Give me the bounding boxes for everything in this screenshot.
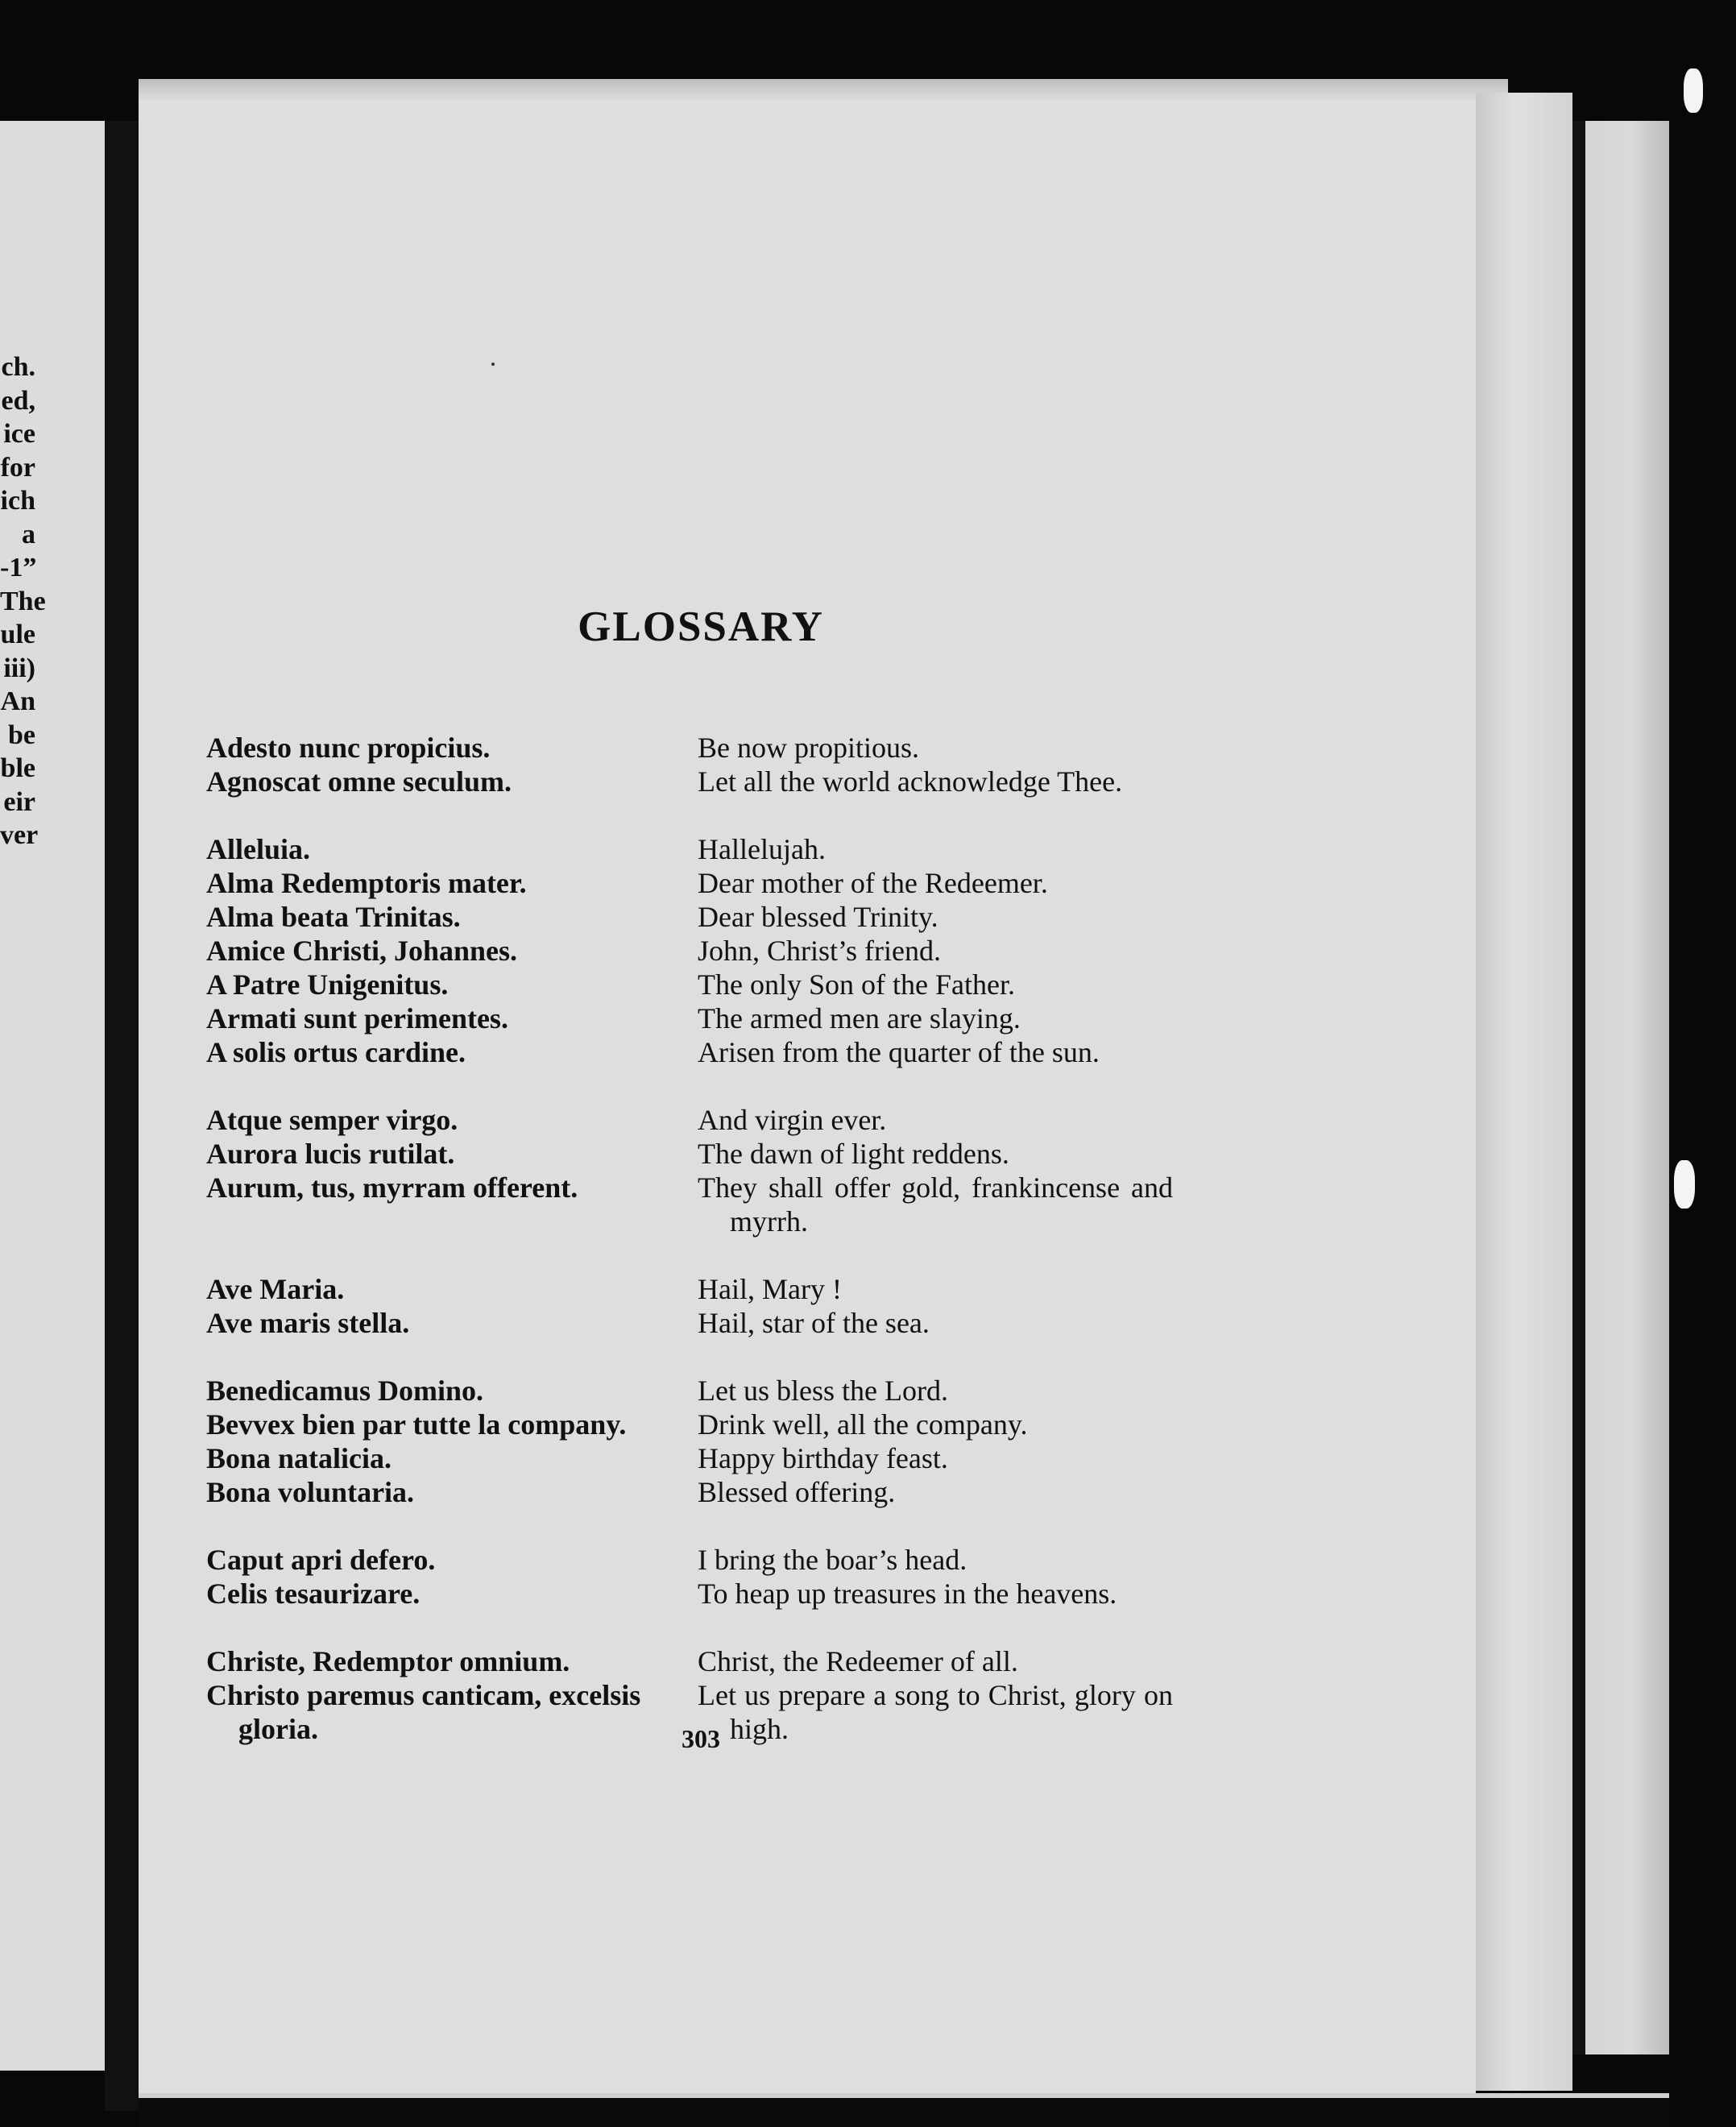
glossary-meaning: They shall offer gold, frankincense and myrrh. — [698, 1171, 1173, 1238]
glossary-meaning: Dear mother of the Redeemer. — [698, 867, 1048, 899]
glossary-meaning: Let us prepare a song to Christ, glory on high. — [698, 1679, 1173, 1745]
glossary-meaning: Drink well, all the company. — [698, 1408, 1028, 1441]
facing-page-fragment: An — [0, 686, 35, 716]
glossary-term: Aurum, tus, myrram offerent. — [206, 1171, 578, 1204]
facing-page-fragment: The — [0, 586, 46, 616]
facing-page-fragment: -1” — [0, 553, 37, 583]
book-gutter — [105, 121, 139, 2111]
glossary-meaning: To heap up treasures in the heavens. — [698, 1578, 1117, 1610]
page-number: 303 — [682, 1724, 720, 1753]
glossary-term: Bona voluntaria. — [206, 1476, 415, 1508]
facing-page-fragment: a — [22, 519, 35, 549]
scan-mark-top — [1684, 68, 1703, 113]
glossary-entry — [206, 1272, 1205, 1306]
glossary-term: Benedicamus Domino. — [206, 1374, 484, 1407]
glossary-list — [206, 731, 1205, 1746]
facing-page-fragment: ich — [0, 486, 35, 516]
facing-page-fragment: ule — [0, 620, 35, 649]
facing-page-fragment: ice — [3, 419, 35, 449]
glossary-meaning: Arisen from the quarter of the sun. — [698, 1036, 1100, 1068]
glossary-meaning: Let us bless the Lord. — [698, 1374, 948, 1407]
glossary-entry — [206, 1171, 1205, 1238]
glossary-meaning: Let all the world acknowledge Thee. — [698, 765, 1123, 798]
glossary-term: A solis ortus cardine. — [206, 1036, 466, 1068]
facing-page-fragment: for — [0, 452, 35, 483]
glossary-term: Celis tesaurizare. — [206, 1578, 421, 1610]
glossary-term: Adesto nunc propicius. — [206, 732, 491, 764]
glossary-entry — [206, 1577, 1205, 1611]
glossary-meaning: The armed men are slaying. — [698, 1002, 1021, 1034]
glossary-term: Aurora lucis rutilat. — [206, 1138, 455, 1170]
facing-page-fragment: ed, — [1, 385, 35, 416]
glossary-entry — [206, 934, 1205, 968]
glossary-term: Bevvex bien par tutte la company. — [206, 1408, 627, 1441]
glossary-entry — [206, 968, 1205, 1001]
glossary-entry — [206, 1103, 1205, 1137]
glossary-term: Christo paremus canticam, excelsis gloria. — [206, 1679, 641, 1745]
glossary-meaning: Happy birthday feast. — [698, 1442, 948, 1474]
glossary-entry — [206, 866, 1205, 900]
glossary-term: Alleluia. — [206, 833, 311, 865]
facing-page-fragment: ch. — [1, 352, 35, 382]
glossary-meaning: Hail, star of the sea. — [698, 1307, 930, 1339]
glossary-entry — [206, 1408, 1205, 1441]
glossary-meaning: Hallelujah. — [698, 833, 826, 865]
facing-page-fragment: ver — [0, 820, 39, 850]
glossary-term: Agnoscat omne seculum. — [206, 765, 512, 798]
glossary-term: Ave Maria. — [206, 1273, 345, 1305]
page-right-shadow — [1476, 93, 1572, 2091]
glossary-term: Christe, Redemptor omnium. — [206, 1645, 570, 1677]
page-speck — [491, 363, 495, 366]
glossary-term: Atque semper virgo. — [206, 1104, 458, 1136]
glossary-entry — [206, 1543, 1205, 1577]
glossary-meaning: Blessed offering. — [698, 1476, 896, 1508]
facing-page-fragment: be — [8, 719, 35, 750]
glossary-term: Ave maris stella. — [206, 1307, 410, 1339]
glossary-term: Alma beata Trinitas. — [206, 901, 461, 933]
glossary-meaning: Christ, the Redeemer of all. — [698, 1645, 1018, 1677]
glossary-meaning: John, Christ’s friend. — [698, 935, 941, 967]
page-fore-edge — [1572, 121, 1669, 2054]
glossary-meaning: And virgin ever. — [698, 1104, 887, 1136]
page-title: GLOSSARY — [578, 603, 824, 650]
glossary-term: Caput apri defero. — [206, 1544, 436, 1576]
page-top-edge — [139, 63, 1508, 105]
facing-page-fragment: ble — [0, 753, 35, 783]
facing-page-text-fragments — [0, 350, 105, 852]
glossary-term: Armati sunt perimentes. — [206, 1002, 508, 1034]
glossary-entry — [206, 832, 1205, 866]
glossary-entry — [206, 1001, 1205, 1035]
glossary-entry — [206, 1374, 1205, 1408]
glossary-meaning: Be now propitious. — [698, 732, 919, 764]
glossary-entry — [206, 1035, 1205, 1069]
glossary-meaning: I bring the boar’s head. — [698, 1544, 967, 1576]
glossary-meaning: The dawn of light reddens. — [698, 1138, 1009, 1170]
glossary-meaning: Hail, Mary ! — [698, 1273, 842, 1305]
glossary-term: Alma Redemptoris mater. — [206, 867, 527, 899]
glossary-entry — [206, 765, 1205, 798]
glossary-entry — [206, 900, 1205, 934]
facing-page-fragment: iii) — [3, 653, 35, 683]
glossary-term: Amice Christi, Johannes. — [206, 935, 517, 967]
glossary-term: Bona natalicia. — [206, 1442, 392, 1474]
facing-page-fragment: eir — [3, 786, 35, 817]
glossary-entry — [206, 1137, 1205, 1171]
glossary-entry — [206, 1441, 1205, 1475]
glossary-meaning: The only Son of the Father. — [698, 968, 1015, 1001]
glossary-entry — [206, 1306, 1205, 1340]
glossary-term: A Patre Unigenitus. — [206, 968, 449, 1001]
glossary-entry — [206, 1475, 1205, 1509]
glossary-meaning: Dear blessed Trinity. — [698, 901, 938, 933]
scan-mark-middle — [1674, 1160, 1695, 1209]
glossary-entry — [206, 731, 1205, 765]
glossary-entry — [206, 1644, 1205, 1678]
